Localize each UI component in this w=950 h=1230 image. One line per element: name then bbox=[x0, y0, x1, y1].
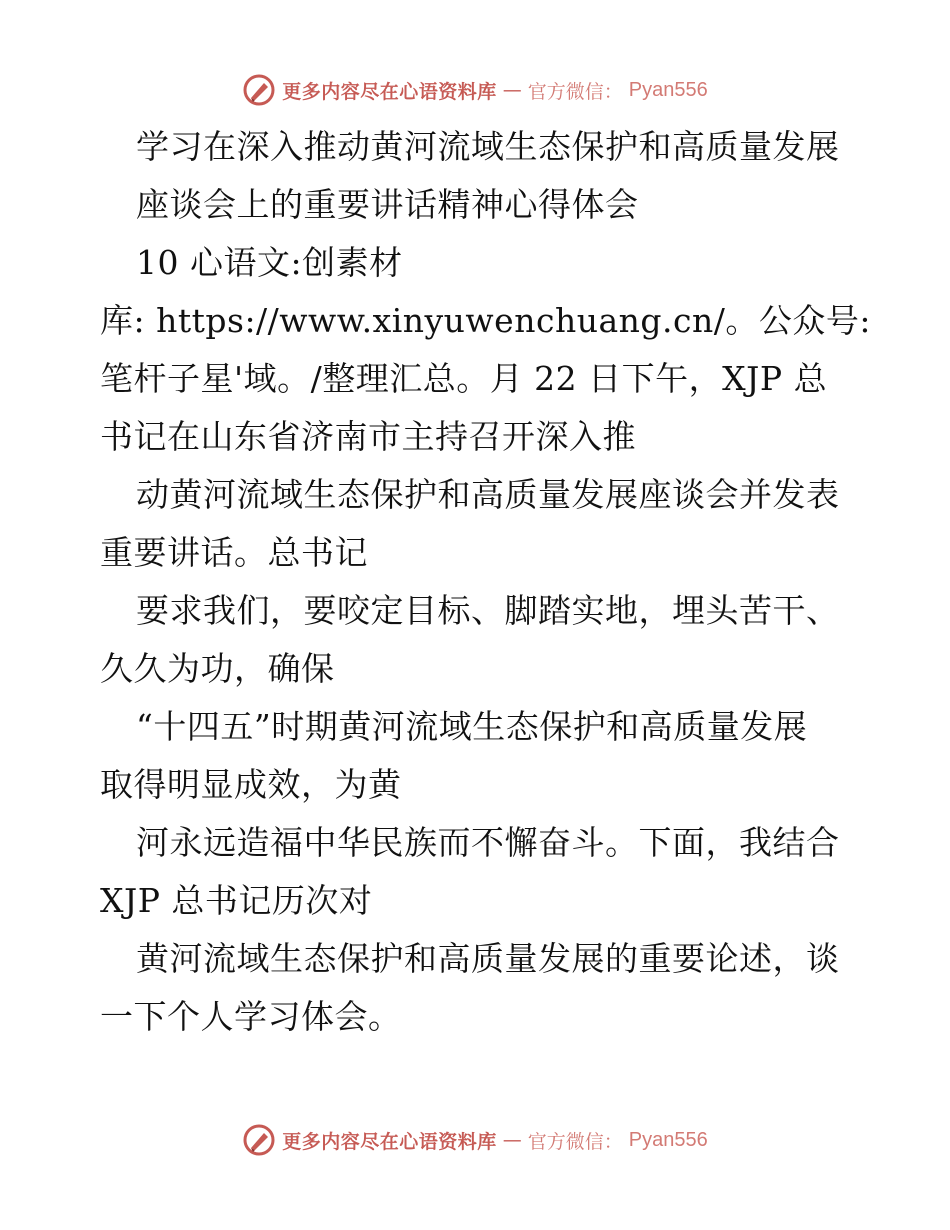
body-line: 河永远造福中华民族而不懈奋斗。下面，我结合 bbox=[136, 823, 840, 862]
header-banner bbox=[0, 70, 950, 110]
pen-nib-logo-icon bbox=[242, 1123, 276, 1157]
footer-slogan: 更多内容尽在心语资料库 bbox=[282, 1130, 497, 1153]
body-line: 黄河流域生态保护和高质量发展的重要论述，谈 bbox=[136, 939, 840, 978]
footer-wechat-label: 官方微信： bbox=[527, 1130, 623, 1153]
header-wechat-id: Pyan556 bbox=[628, 78, 708, 101]
body-line: 库: https://www.xinyuwenchuang.cn/。公众号: bbox=[100, 301, 871, 340]
body-line: 10 心语文:创素材 bbox=[136, 243, 403, 282]
header-wechat-label: 官方微信： bbox=[527, 80, 623, 103]
footer-banner bbox=[0, 1120, 950, 1160]
footer-dash: — bbox=[502, 1129, 522, 1151]
body-line: 重要讲话。总书记 bbox=[100, 533, 368, 572]
body-line: “十四五”时期黄河流域生态保护和高质量发展 bbox=[136, 707, 808, 746]
header-slogan: 更多内容尽在心语资料库 bbox=[282, 80, 497, 103]
body-line: 笔杆子星'域。/整理汇总。月 22 日下午，XJP 总 bbox=[100, 359, 828, 398]
body-line: 动黄河流域生态保护和高质量发展座谈会并发表 bbox=[136, 475, 840, 514]
body-line: 久久为功，确保 bbox=[100, 649, 335, 688]
body-line: 一下个人学习体会。 bbox=[100, 997, 402, 1036]
body-line: XJP 总书记历次对 bbox=[100, 881, 373, 920]
footer-wechat-id: Pyan556 bbox=[628, 1128, 708, 1151]
title-line-1: 学习在深入推动黄河流域生态保护和高质量发展 bbox=[136, 127, 840, 166]
pen-nib-logo-icon bbox=[242, 73, 276, 107]
body-line: 取得明显成效，为黄 bbox=[100, 765, 402, 804]
body-line: 书记在山东省济南市主持召开深入推 bbox=[100, 417, 636, 456]
document-body bbox=[100, 118, 871, 1046]
title-line-2: 座谈会上的重要讲话精神心得体会 bbox=[136, 185, 639, 224]
body-line: 要求我们，要咬定目标、脚踏实地，埋头苦干、 bbox=[136, 591, 840, 630]
header-dash: — bbox=[502, 79, 522, 101]
